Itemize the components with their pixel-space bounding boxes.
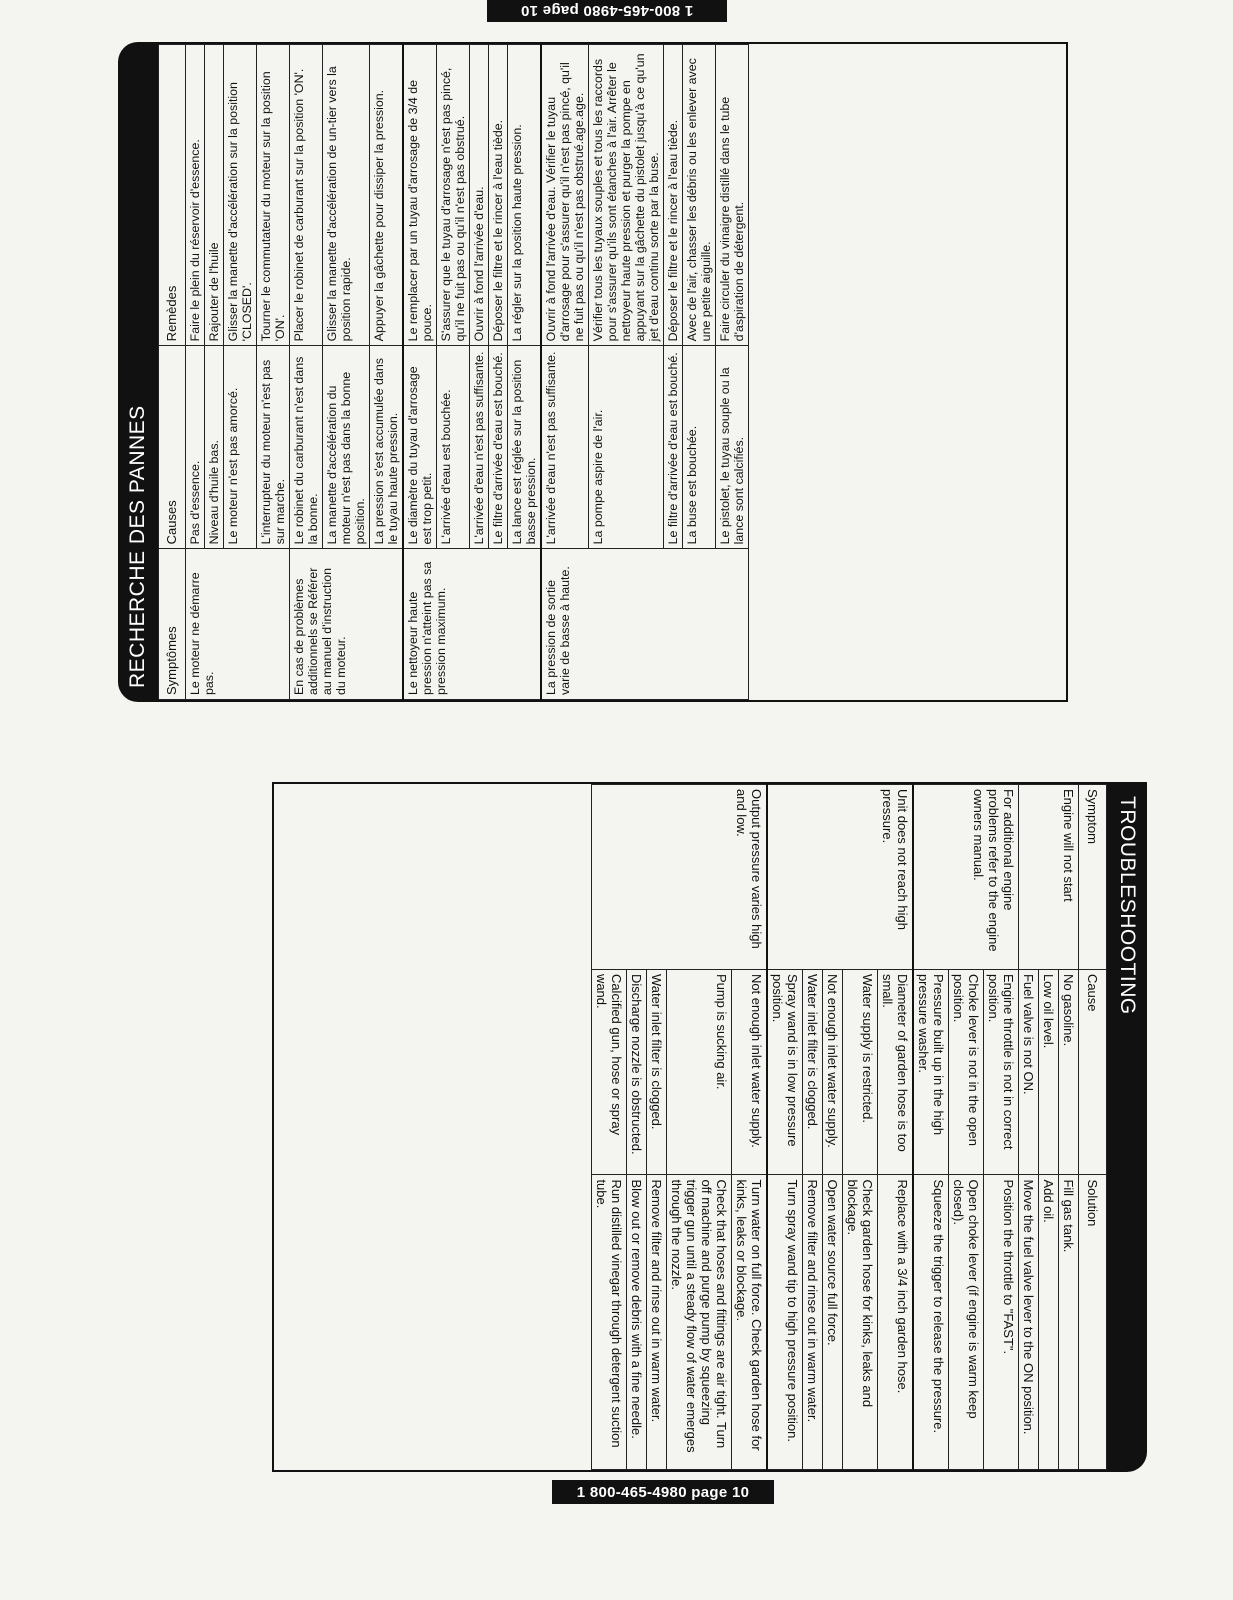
french-title-bar: [118, 42, 158, 702]
table-row: [403, 45, 437, 700]
remedy-cell: Vérifier tous les tuyaux souples et tous les raccords pour s'assurer qu'ils sont étanches à l'air. Arrêter le nettoyeur haute pression et purger la pompe en appuyant sur la gâchette du pistolet jusqu'à ce qu'un jet d'eau continu sorte par la buse.: [589, 45, 664, 346]
remedy-cell: Le remplacer par un tuyau d'arrosage de 3/4 de pouce.: [403, 45, 437, 346]
remedy-cell: Ouvrir à fond l'arrivée d'eau. Vérifier le tuyau d'arrosage pour s'assurer qu'il n'est pas pincé, qu'il ne fuit pas ou qu'il n'est pas obstrué.age.age.: [541, 45, 589, 346]
english-table-wrap: [272, 782, 1107, 1472]
solution-cell: Open water source full force.: [823, 1175, 843, 1470]
remedy-cell: S'assurer que le tuyau d'arrosage n'est pas pincé, qu'il ne fuit pas ou qu'il n'est pas obstrué.: [437, 45, 470, 346]
table-row: [984, 785, 1019, 1470]
cause-cell: L'arrivée d'eau est bouchée.: [437, 346, 470, 549]
cause-cell: Water supply is restricted.: [843, 969, 878, 1175]
table-row: [1059, 785, 1079, 1470]
cause-cell: Niveau d'huile bas.: [205, 346, 224, 549]
remedy-cell: Rajouter de l'huile: [205, 45, 224, 346]
solution-cell: Remove filter and rinse out in warm water.: [647, 1175, 667, 1470]
cause-cell: Water inlet filter is clogged.: [803, 969, 823, 1175]
solution-cell: Blow out or remove debris with a fine needle.: [627, 1175, 647, 1470]
english-title: TROUBLESHOOTING: [1116, 796, 1139, 1015]
symptom-cell: En cas de problèmes additionnels se Référer au manuel d'instruction du moteur.: [290, 549, 404, 700]
solution-cell: Check that hoses and fittings are air tight. Turn off machine and purge pump by squeezing trigger gun until a steady flow of water emerges through the nozzle.: [667, 1175, 732, 1470]
cause-cell: Le robinet du carburant n'est dans la bonne.: [290, 346, 323, 549]
english-title-bar: [1107, 782, 1147, 1472]
table-row: [878, 785, 914, 1470]
french-panel-content: [118, 42, 1068, 702]
cause-cell: Discharge nozzle is obstructed.: [627, 969, 647, 1175]
french-troubleshooting-table: [158, 44, 749, 700]
cause-cell: Pressure built up in the high pressure washer.: [913, 969, 949, 1175]
solution-cell: Remove filter and rinse out in warm water.: [803, 1175, 823, 1470]
header-symptoms: Symptômes: [159, 549, 186, 700]
french-title: RECHERCHE DES PANNES: [126, 405, 149, 688]
remedy-cell: Placer le robinet de carburant sur la position 'ON'.: [290, 45, 323, 346]
remedy-cell: Faire circuler du vinaigre distillé dans le tube d'aspiration de détergent.: [716, 45, 749, 346]
cause-cell: Le moteur n'est pas amorcé.: [224, 346, 257, 549]
remedy-cell: Faire le plein du réservoir d'essence.: [186, 45, 205, 346]
solution-cell: Turn spray wand tip to high pressure position.: [767, 1175, 803, 1470]
table-header-row: [159, 45, 186, 700]
solution-cell: Position the throttle to "FAST".: [984, 1175, 1019, 1470]
symptom-cell: Unit does not reach high pressure.: [767, 785, 913, 970]
cause-cell: Engine throttle is not in correct position.: [984, 969, 1019, 1175]
table-row: [541, 45, 589, 700]
cause-cell: L'interrupteur du moteur n'est pas sur marche.: [257, 346, 290, 549]
header-remedies: Remèdes: [159, 45, 186, 346]
header-cause: Cause: [1079, 969, 1107, 1175]
cause-cell: Not enough inlet water supply.: [823, 969, 843, 1175]
remedy-cell: Avec de l'air, chasser les débris ou les enlever avec une petite aiguille.: [683, 45, 716, 346]
header-solution: Solution: [1079, 1175, 1107, 1470]
french-table-wrap: [158, 42, 1068, 702]
english-panel-content: [272, 782, 1147, 1472]
cause-cell: L'arrivée d'eau n'est pas suffisante.: [470, 346, 489, 549]
cause-cell: Fuel valve is not ON.: [1019, 969, 1039, 1175]
english-troubleshooting-table: [591, 784, 1107, 1470]
french-troubleshooting-panel: [118, 42, 1068, 702]
cause-cell: No gasoline.: [1059, 969, 1079, 1175]
cause-cell: Spray wand is in low pressure position.: [767, 969, 803, 1175]
remedy-cell: Glisser la manette d'accélération sur la position 'CLOSED'.: [224, 45, 257, 346]
cause-cell: La pression s'est accumulée dans le tuyau haute pression.: [370, 346, 404, 549]
page-number-text: 1 800-465-4980 page 10: [520, 2, 694, 20]
header-symptom: Symptom: [1079, 785, 1107, 970]
remedy-cell: Tourner le commutateur du moteur sur la position 'ON'.: [257, 45, 290, 346]
solution-cell: Squeeze the trigger to release the pressure.: [913, 1175, 949, 1470]
remedy-cell: Déposer le filtre et le rincer à l'eau tiède.: [489, 45, 508, 346]
cause-cell: Le pistolet, le tuyau souple ou la lance sont calcifiés.: [716, 346, 749, 549]
solution-cell: Check garden hose for kinks, leaks and blockage.: [843, 1175, 878, 1470]
cause-cell: La lance est réglée sur la position basse pression.: [508, 346, 542, 549]
symptom-cell: Engine will not start: [1019, 785, 1079, 970]
remedy-cell: Appuyer la gâchette pour dissiper la pression.: [370, 45, 404, 346]
symptom-cell: Le nettoyeur haute pression n'atteint pas sa pression maximum.: [403, 549, 541, 700]
cause-cell: La buse est bouchée.: [683, 346, 716, 549]
solution-cell: Open choke lever (if engine is warm keep closed).: [949, 1175, 984, 1470]
cause-cell: Le filtre d'arrivée d'eau est bouché.: [489, 346, 508, 549]
page-number-bar-bottom: [552, 1480, 774, 1504]
symptom-cell: For additional engine problems refer to the engine owners manual.: [913, 785, 1019, 970]
cause-cell: Not enough inlet water supply.: [732, 969, 768, 1175]
cause-cell: L'arrivée d'eau n'est pas suffisante.: [541, 346, 589, 549]
cause-cell: Pump is sucking air.: [667, 969, 732, 1175]
cause-cell: Diameter of garden hose is too small.: [878, 969, 914, 1175]
cause-cell: La manette d'accélération du moteur n'est pas dans la bonne position.: [323, 346, 370, 549]
solution-cell: Fill gas tank.: [1059, 1175, 1079, 1470]
table-row: [732, 785, 768, 1470]
solution-cell: Turn water on full force. Check garden hose for kinks, leaks or blockage.: [732, 1175, 768, 1470]
table-row: [186, 45, 205, 700]
solution-cell: Run distilled vinegar through detergent suction tube.: [592, 1175, 627, 1470]
cause-cell: Pas d'essence.: [186, 346, 205, 549]
cause-cell: Choke lever is not in the open position.: [949, 969, 984, 1175]
cause-cell: Le diamètre du tuyau d'arrosage est trop petit.: [403, 346, 437, 549]
remedy-cell: Ouvrir à fond l'arrivée d'eau.: [470, 45, 489, 346]
cause-cell: Water inlet filter is clogged.: [647, 969, 667, 1175]
solution-cell: Add oil.: [1039, 1175, 1059, 1470]
solution-cell: Replace with a 3/4 inch garden hose.: [878, 1175, 914, 1470]
page-number-bar-top: [487, 0, 727, 22]
remedy-cell: Glisser la manette d'accélération de un-tier vers la position rapide.: [323, 45, 370, 346]
remedy-cell: La régler sur la position haute pression.: [508, 45, 542, 346]
english-troubleshooting-panel: [272, 782, 1147, 1472]
cause-cell: La pompe aspire de l'air.: [589, 346, 664, 549]
table-header-row: [1079, 785, 1107, 1470]
solution-cell: Move the fuel valve lever to the ON position.: [1019, 1175, 1039, 1470]
symptom-cell: Output pressure varies high and low.: [592, 785, 768, 970]
table-row: [290, 45, 323, 700]
cause-cell: Calcified gun, hose or spray wand.: [592, 969, 627, 1175]
page-number-text: 1 800-465-4980 page 10: [576, 1483, 750, 1501]
header-causes: Causes: [159, 346, 186, 549]
symptom-cell: Le moteur ne démarre pas.: [186, 549, 290, 700]
cause-cell: Low oil level.: [1039, 969, 1059, 1175]
remedy-cell: Déposer le filtre et le rincer à l'eau tiède.: [664, 45, 683, 346]
cause-cell: Le filtre d'arrivée d'eau est bouché.: [664, 346, 683, 549]
symptom-cell: La pression de sortie varie de basse à haute.: [541, 549, 749, 700]
